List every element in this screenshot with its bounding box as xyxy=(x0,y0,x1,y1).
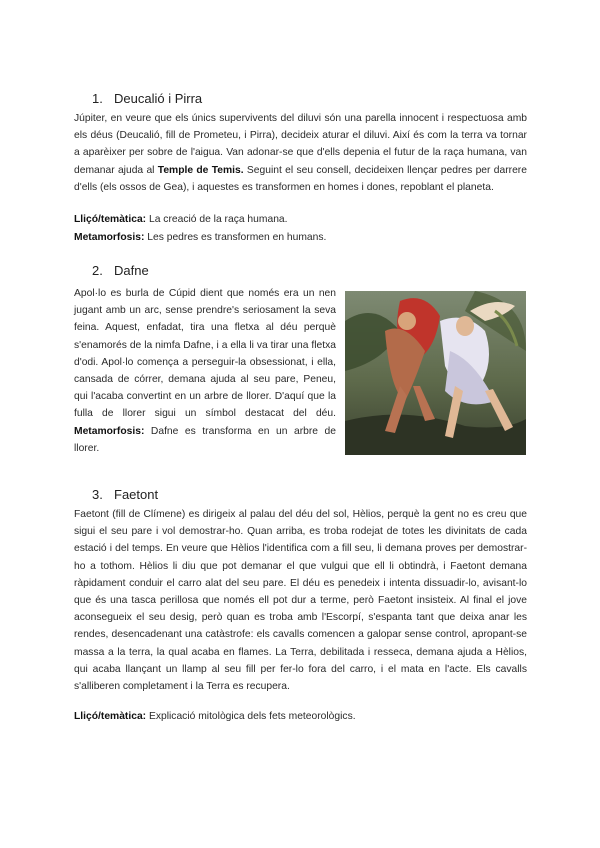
section-title: Dafne xyxy=(114,263,149,278)
paragraph-text: Júpiter, en veure que els únics supervivents del diluvi són una parella innocent i respectuosa amb els déus (Deucalió, fill de Prometeu, i Pirra), decideix aturar el diluvi. Així és com la terra va tornar a aparèixer per sobre de l'aigua. Van adonar-se que d'ells depenia el futur de la raça humana, van demanar ajuda al xyxy=(74,113,527,176)
lesson-text: La creació de la raça humana. xyxy=(148,214,288,225)
apollo-daphne-painting xyxy=(345,291,526,455)
lesson-label: Lliçó/temàtica: xyxy=(74,711,147,722)
section-paragraph-deucalio xyxy=(74,110,527,196)
section-number: 2. xyxy=(92,263,103,278)
metamorphosis-text: Les pedres es transformen en humans. xyxy=(147,232,327,243)
paragraph-text: Apol·lo es burla de Cúpid dient que només era un nen jugant amb un arc, sense prendre's seriosament la seva feina. Aquest, enfadat, tira una fletxa al déu perquè s'enamorés de la nimfa Dafne, i a ella li va tirar una fletxa d'odi. Apol·lo comença a perseguir-la obsessionat, i ella, cansada de córrer, demana ajuda al seu pare, Peneu, qui l'acaba convertint en un arbre de llorer. D'aquí que la fulla de llorer sigui un símbol destacat del déu. xyxy=(74,288,336,420)
lesson-line xyxy=(74,708,527,725)
section-title: Deucalió i Pirra xyxy=(114,91,203,106)
section-number: 1. xyxy=(92,91,103,106)
section-heading-deucalio xyxy=(92,91,202,106)
lesson-line xyxy=(74,211,527,228)
section-heading-dafne xyxy=(92,263,149,278)
section-paragraph-faetont: Faetont (fill de Clímene) es dirigeix al palau del déu del sol, Hèlios, perquè la gent no es creu que sigui el seu pare i vol demostrar-ho. Quan arriba, es troba rodejat de totes les divinitats de cada estació i del temps. En veure que Hèlios l'identifica com a fill seu, li demana proves per demostrar-ho a tothom. Hèlios li diu que pot demanar el que vulgui que ell li obtindrà, i Faetont demana ràpidament conduir el carro alat del seu pare. El déu es penedeix i intenta dissuadir-lo, avisant-lo que és una tasca perillosa que només ell pot dur a terme, però Faetont insisteix. Al final el jove aconsegueix el seu desig, però quan es troba amb l'Escorpí, s'espanta tant que deixa anar les rendes, desencadenant una catàstrofe: els cavalls comencen a galopar sense control, apropant-se massa a la terra, la qual acaba en flames. La Terra, debilitada i resseca, demana ajuda a Hèlios, qui acaba llançant un llamp al seu fill per fer-lo fora del carro, i el mata en l'acte. Els cavalls s'alliberen completament i la Terra es recupera. xyxy=(74,509,527,693)
metamorphosis-label: Metamorfosis: xyxy=(74,425,145,437)
painting-icon xyxy=(345,291,526,455)
section-title: Faetont xyxy=(114,487,159,502)
lesson-label: Lliçó/temàtica: xyxy=(74,214,147,225)
metamorphosis-line xyxy=(74,229,527,246)
bold-term: Temple de Temis. xyxy=(157,164,244,176)
section-number: 3. xyxy=(92,487,103,502)
metamorphosis-label: Metamorfosis: xyxy=(74,232,145,243)
lesson-text: Explicació mitològica dels fets meteorològics. xyxy=(148,711,356,722)
paragraph-text-end: Seguint el seu consell, decideixen llençar pedres per darrere d'ells (els ossos de Gea), i aquestes es transformen en homes i dones, repoblant el planeta. xyxy=(74,164,527,193)
metamorphosis-text: Dafne es transforma en un arbre de llorer. xyxy=(74,425,336,454)
section-paragraph-dafne xyxy=(74,285,336,457)
section-heading-faetont xyxy=(92,487,158,502)
